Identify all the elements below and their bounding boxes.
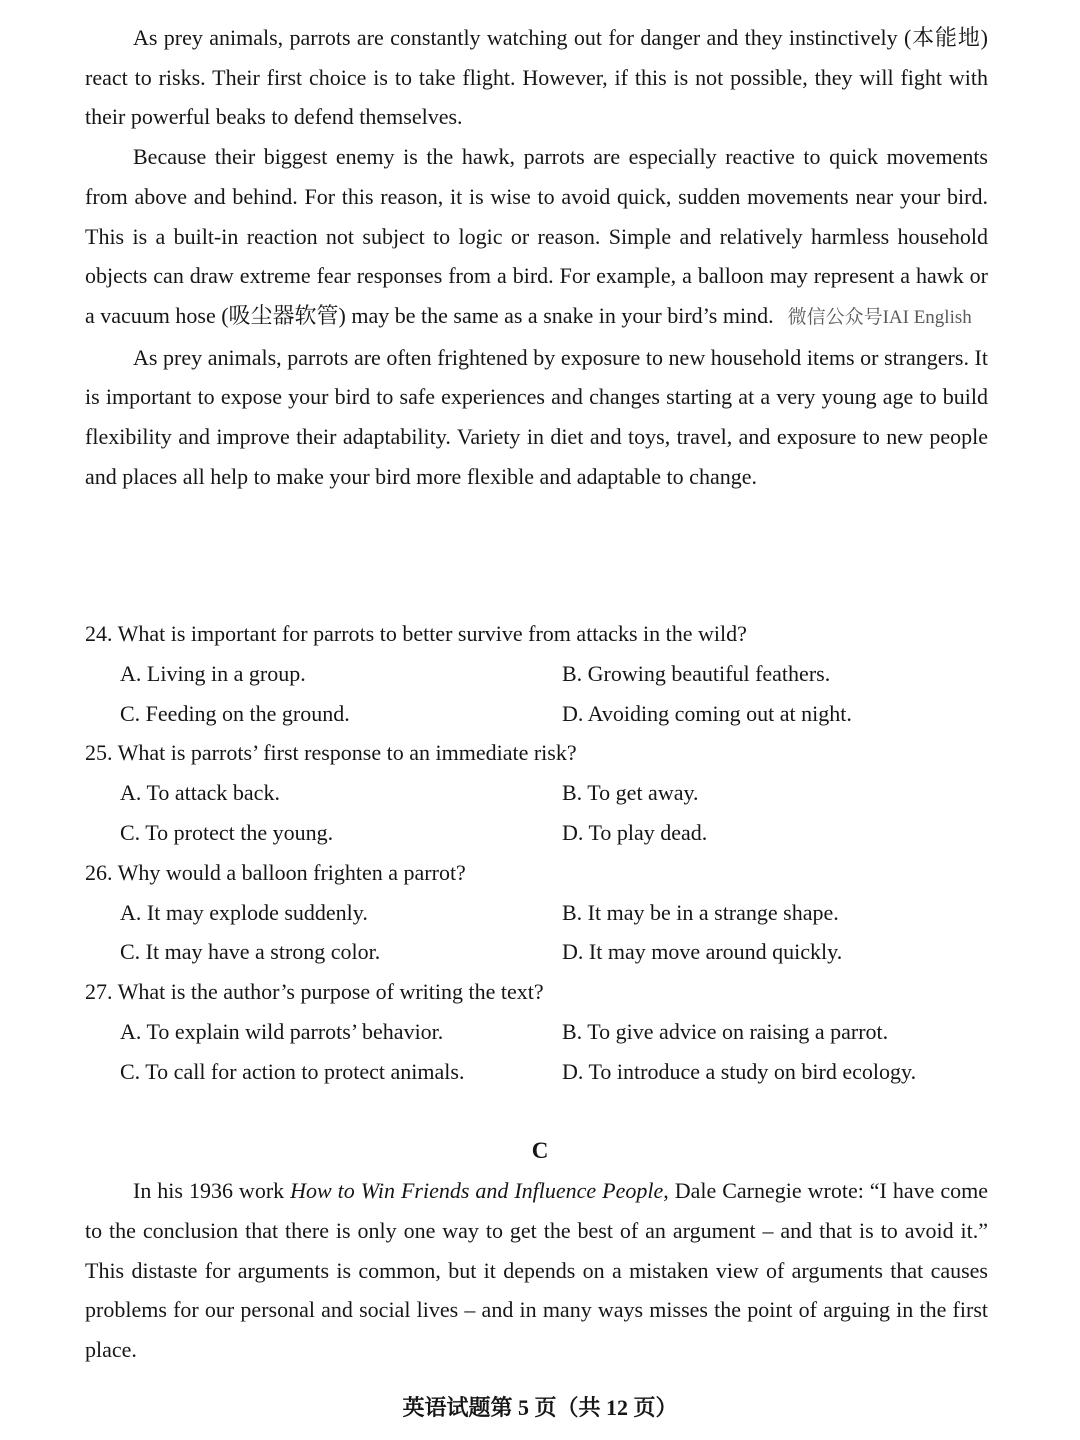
option-row [85, 694, 988, 734]
passage-paragraph [85, 137, 988, 338]
option-row [85, 813, 988, 853]
option-b: B. Growing beautiful feathers. [562, 660, 831, 686]
question-stem: 24. What is important for parrots to better survive from attacks in the wild? [85, 621, 747, 646]
question-stem: 27. What is the author’s purpose of writing the text? [85, 979, 544, 1005]
passage-paragraph [85, 1171, 988, 1370]
book-title: How to Win Friends and Influence People [290, 1178, 664, 1203]
reading-passage-c [85, 1171, 988, 1370]
option-c: C. To call for action to protect animals. [120, 1058, 465, 1084]
option-c: C. To protect the young. [120, 819, 334, 845]
question-25 [85, 733, 988, 852]
passage-text-start: In his 1936 work [133, 1178, 291, 1203]
option-c: C. It may have a strong color. [120, 939, 381, 965]
option-row [85, 773, 988, 813]
option-row [85, 1052, 988, 1092]
option-c: C. Feeding on the ground. [120, 700, 350, 726]
question-stem: 26. Why would a balloon frighten a parrot? [85, 859, 466, 885]
option-d: D. To play dead. [562, 819, 708, 845]
question-stem: 25. What is parrots’ first response to an immediate risk? [85, 740, 577, 766]
passage-text-rest: , Dale Carnegie wrote: “I have come to the conclusion that there is only one way to get the best of an argument – and that is to avoid it.” This distaste for arguments is common, but it depends on a mistaken view of arguments that causes problems for our personal and social lives – and in many ways misses the point of arguing in the first place. [85, 1178, 989, 1363]
option-a: A. Living in a group. [120, 660, 306, 686]
question-26 [85, 853, 988, 972]
option-row [85, 1012, 988, 1052]
passage-paragraph: As prey animals, parrots are often frightened by exposure to new household items or strangers. It is important to expose your bird to safe experiences and changes starting at a very young age to build flexibility and improve their adaptability. Variety in diet and toys, travel, and exposure to new people and places all help to make your bird more flexible and adaptable to change. [85, 344, 988, 489]
watermark-text: 微信公众号IAI English [787, 306, 972, 328]
question-list [85, 614, 988, 1092]
passage-paragraph: As prey animals, parrots are constantly watching out for danger and they instinctively (本能地) react to risks. Their first choice is to take flight. However, if this is not possible, they will fight with their powerful beaks to defend themselves. [85, 25, 988, 130]
option-b: B. To give advice on raising a parrot. [562, 1018, 889, 1044]
option-a: A. It may explode suddenly. [120, 899, 368, 925]
option-b: B. To get away. [562, 780, 699, 806]
option-a: A. To explain wild parrots’ behavior. [120, 1018, 444, 1044]
option-row [85, 932, 988, 972]
section-title: C [531, 1138, 549, 1163]
question-24 [85, 614, 988, 733]
option-d: D. Avoiding coming out at night. [562, 700, 852, 726]
question-27 [85, 972, 988, 1091]
passage-paragraph-text: Because their biggest enemy is the hawk, parrots are especially reactive to quick movements from above and behind. For this reason, it is wise to avoid quick, sudden movements near your bird. This is a built-in reaction not subject to logic or reason. Simple and relatively harmless household objects can draw extreme fear responses from a bird. For example, a balloon may represent a hawk or a vacuum hose (吸尘器软管) may be the same as a snake in your bird’s mind. [85, 144, 988, 328]
option-row [85, 893, 988, 933]
option-b: B. It may be in a strange shape. [562, 899, 839, 925]
option-d: D. To introduce a study on bird ecology. [562, 1058, 917, 1084]
option-row [85, 654, 988, 694]
reading-passage-b [85, 18, 988, 496]
page-footer: 英语试题第 5 页（共 12 页） [402, 1395, 678, 1420]
option-a: A. To attack back. [120, 780, 280, 806]
option-d: D. It may move around quickly. [562, 939, 843, 965]
